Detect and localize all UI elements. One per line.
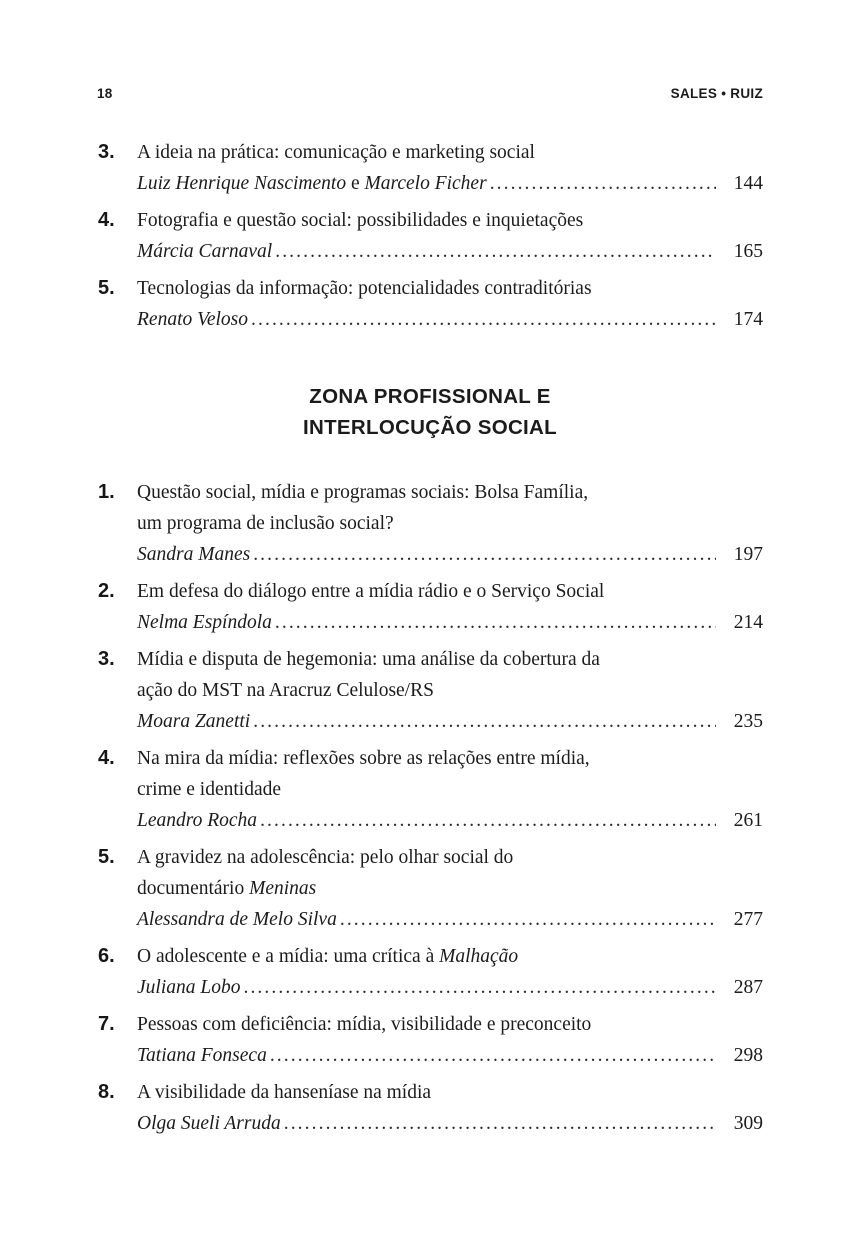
entry-title-line (137, 1077, 763, 1108)
entry-author (137, 168, 487, 199)
dot-leader (251, 304, 716, 335)
section-heading-line: INTERLOCUÇÃO SOCIAL (303, 416, 557, 439)
entry-number: 4. (98, 209, 115, 231)
dot-leader (275, 236, 716, 267)
toc-entry (97, 576, 763, 638)
text-italic: Márcia Carnaval (137, 241, 273, 262)
toc-entry (97, 1077, 763, 1139)
text-roman: O adolescente e a mídia: uma crítica à (137, 946, 440, 967)
entry-author (137, 1108, 281, 1139)
toc-continued-list (97, 137, 763, 335)
entry-page-number: 277 (733, 909, 763, 930)
entry-title-line (137, 774, 763, 805)
toc-entry (97, 205, 763, 267)
toc-entry (97, 644, 763, 737)
entry-title-line (137, 508, 763, 539)
entry-number: 6. (98, 945, 115, 967)
entry-page-number: 144 (733, 173, 763, 194)
dot-leader (340, 904, 716, 935)
dot-leader (284, 1108, 716, 1139)
text-roman: e (346, 173, 365, 194)
entry-title-line (137, 1009, 763, 1040)
entry-author (137, 236, 272, 267)
entry-title-line (137, 743, 763, 774)
text-roman: um programa de inclusão social? (137, 513, 394, 534)
text-roman: documentário (137, 878, 250, 899)
section-heading (97, 381, 763, 443)
entry-title-line (137, 842, 763, 873)
entry-author-line (137, 805, 763, 836)
entry-title-line (137, 941, 763, 972)
entry-page-number: 214 (733, 612, 763, 633)
section-heading-line: ZONA PROFISSIONAL E (309, 385, 551, 408)
toc-entry (97, 137, 763, 199)
text-italic: Luiz Henrique Nascimento (137, 173, 347, 194)
entry-author (137, 972, 240, 1003)
text-roman: crime e identidade (137, 779, 282, 800)
dot-leader (243, 972, 716, 1003)
dot-leader (275, 607, 716, 638)
toc-entry (97, 273, 763, 335)
text-roman: Pessoas com deficiência: mídia, visibilidade e preconceito (137, 1014, 592, 1035)
entry-author (137, 539, 250, 570)
entry-author-line (137, 236, 763, 267)
entry-author (137, 706, 250, 737)
entry-title-line (137, 644, 763, 675)
entry-author-line (137, 1040, 763, 1071)
entry-author (137, 904, 337, 935)
entry-title-line (137, 205, 763, 236)
toc-section-list (97, 477, 763, 1139)
entry-author-line (137, 304, 763, 335)
page-header (97, 86, 763, 101)
text-roman: ação do MST na Aracruz Celulose/RS (137, 680, 434, 701)
entry-page-number: 235 (733, 711, 763, 732)
text-roman: Em defesa do diálogo entre a mídia rádio e o Serviço Social (137, 581, 605, 602)
entry-page-number: 165 (733, 241, 763, 262)
text-italic: Leandro Rocha (137, 810, 258, 831)
text-roman: Fotografia e questão social: possibilidades e inquietações (137, 210, 584, 231)
entry-author-line (137, 1108, 763, 1139)
toc-entry (97, 477, 763, 570)
text-roman: A ideia na prática: comunicação e marketing social (137, 142, 535, 163)
text-roman: A gravidez na adolescência: pelo olhar social do (137, 847, 514, 868)
entry-number: 3. (98, 141, 115, 163)
entry-page-number: 298 (733, 1045, 763, 1066)
entry-page-number: 174 (733, 309, 763, 330)
entry-author-line (137, 706, 763, 737)
text-italic: Marcelo Ficher (364, 173, 487, 194)
entry-author (137, 805, 257, 836)
text-italic: Malhação (439, 946, 519, 967)
entry-author (137, 607, 272, 638)
text-roman: Tecnologias da informação: potencialidades contraditórias (137, 278, 592, 299)
entry-title-line (137, 576, 763, 607)
entry-author (137, 304, 248, 335)
entry-number: 3. (98, 648, 115, 670)
text-roman: A visibilidade da hanseníase na mídia (137, 1082, 432, 1103)
entry-author-line (137, 607, 763, 638)
entry-number: 5. (98, 846, 115, 868)
entry-author-line (137, 539, 763, 570)
entry-page-number: 287 (733, 977, 763, 998)
entry-author-line (137, 972, 763, 1003)
entry-title-line (137, 137, 763, 168)
entry-number: 2. (98, 580, 115, 602)
toc-entry (97, 1009, 763, 1071)
entry-author (137, 1040, 267, 1071)
toc-entry (97, 743, 763, 836)
entry-number: 5. (98, 277, 115, 299)
entry-page-number: 261 (733, 810, 763, 831)
text-italic: Renato Veloso (137, 309, 249, 330)
entry-title-line (137, 675, 763, 706)
dot-leader (270, 1040, 716, 1071)
entry-author-line (137, 168, 763, 199)
text-italic: Alessandra de Melo Silva (137, 909, 337, 930)
entry-title-line (137, 873, 763, 904)
entry-author-line (137, 904, 763, 935)
toc-entry (97, 941, 763, 1003)
dot-leader (253, 539, 716, 570)
entry-number: 7. (98, 1013, 115, 1035)
dot-leader (260, 805, 716, 836)
dot-leader (253, 706, 716, 737)
text-italic: Sandra Manes (137, 544, 251, 565)
text-italic: Juliana Lobo (137, 977, 241, 998)
entry-number: 8. (98, 1081, 115, 1103)
text-roman: Questão social, mídia e programas sociais: Bolsa Família, (137, 482, 589, 503)
text-italic: Meninas (249, 878, 317, 899)
text-roman: Na mira da mídia: reflexões sobre as relações entre mídia, (137, 748, 590, 769)
dot-leader (490, 168, 716, 199)
text-italic: Nelma Espíndola (137, 612, 272, 633)
entry-title-line (137, 273, 763, 304)
text-italic: Olga Sueli Arruda (137, 1113, 281, 1134)
entry-page-number: 197 (733, 544, 763, 565)
toc-entry (97, 842, 763, 935)
entry-title-line (137, 477, 763, 508)
text-roman: Mídia e disputa de hegemonia: uma análise da cobertura da (137, 649, 600, 670)
folio-page-number: 18 (97, 86, 113, 101)
running-head: SALES • RUIZ (670, 86, 763, 101)
entry-number: 4. (98, 747, 115, 769)
entry-number: 1. (98, 481, 115, 503)
text-italic: Tatiana Fonseca (137, 1045, 267, 1066)
text-italic: Moara Zanetti (137, 711, 251, 732)
entry-page-number: 309 (733, 1113, 763, 1134)
